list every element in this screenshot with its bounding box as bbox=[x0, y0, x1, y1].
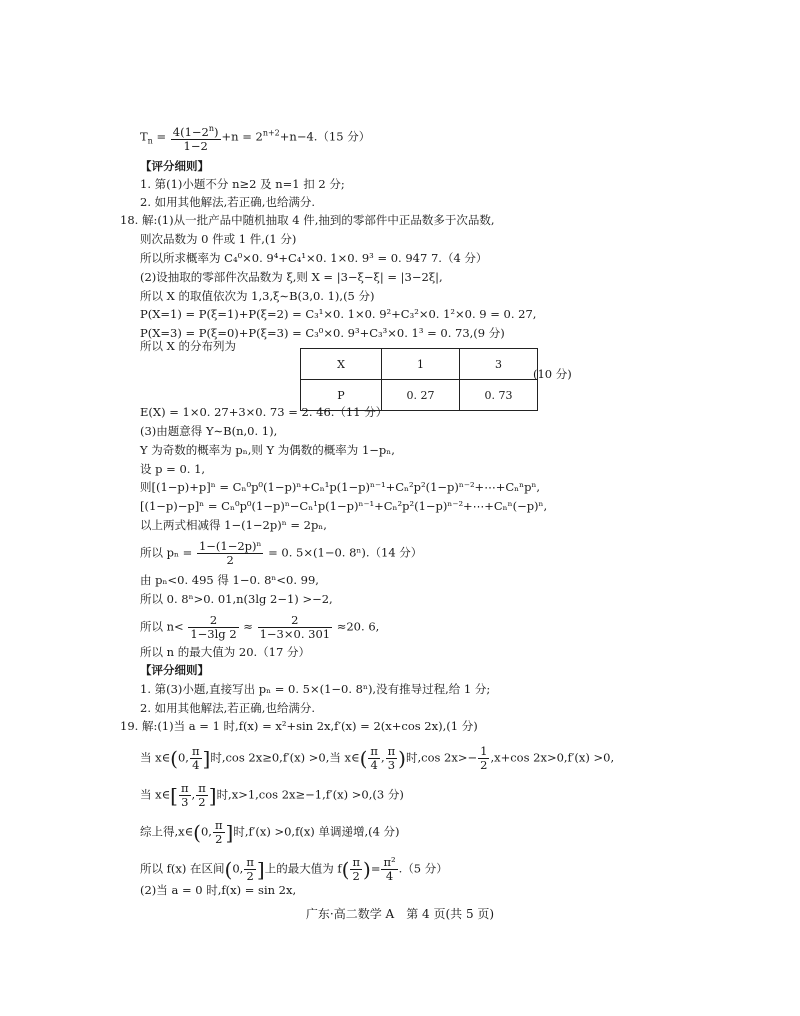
pn-result: = 0. 5×(1−0. 8ⁿ).（14 分） bbox=[268, 545, 423, 560]
text-segment: 时,cos 2x≥0,f′(x) >0,当 x∈ bbox=[210, 750, 360, 765]
tn-symbol: T bbox=[140, 129, 148, 144]
rubric-1-item-1: 1. 第(1)小题不分 n≥2 及 n=1 扣 2 分; bbox=[140, 177, 345, 191]
rubric-2-item-2: 2. 如用其他解法,若正确,也给满分. bbox=[140, 701, 316, 715]
fraction-denominator: 2 bbox=[198, 795, 206, 809]
interval-bracket: ] bbox=[225, 820, 234, 845]
tn-result-exponent: n+2 bbox=[262, 128, 280, 138]
distribution-table bbox=[300, 348, 538, 411]
rubric-heading-1: 【评分细则】 bbox=[140, 159, 209, 173]
table-cell: P bbox=[301, 380, 382, 411]
tn-fraction bbox=[171, 122, 221, 153]
fraction-numerator: 2 bbox=[188, 614, 238, 628]
n-bound-label: 所以 n< bbox=[140, 619, 184, 634]
q19-line-3 bbox=[140, 782, 404, 809]
fraction-numerator: π bbox=[370, 744, 378, 758]
pi-over-3 bbox=[386, 745, 398, 772]
pi-over-2 bbox=[350, 856, 362, 883]
interval-comma: , bbox=[239, 861, 244, 876]
q18-line-10: (3)由题意得 Y∼B(n,0. 1), bbox=[140, 424, 278, 438]
fraction-numerator: π bbox=[191, 744, 200, 758]
pi-over-3 bbox=[179, 782, 191, 809]
tn-subscript: n bbox=[147, 136, 153, 146]
q18-line-13: 则[(1−p)+p]ⁿ = Cₙ⁰p⁰(1−p)ⁿ+Cₙ¹p(1−p)ⁿ⁻¹+Cₙ²p²(1−p)ⁿ⁻²+⋯+Cₙⁿpⁿ, bbox=[140, 480, 541, 494]
interval-start: 0 bbox=[200, 824, 209, 839]
interval-bracket: ( bbox=[224, 857, 233, 882]
text-segment: 时,cos 2x>− bbox=[405, 750, 478, 765]
fraction-numerator: π bbox=[352, 855, 360, 869]
pn-denominator: 2 bbox=[226, 553, 234, 567]
q18-line-3: 所以所求概率为 C₄⁰×0. 9⁴+C₄¹×0. 1×0. 9³ = 0. 947 7.（4 分） bbox=[140, 251, 488, 265]
pi-over-2 bbox=[244, 856, 256, 883]
text-segment: 时,f′(x) >0,f(x) 单调递增,(4 分) bbox=[233, 824, 400, 839]
q18-line-15: 以上两式相减得 1−(1−2p)ⁿ = 2pₙ, bbox=[140, 518, 327, 532]
pi-squared-over-4 bbox=[381, 856, 397, 883]
q18-line-17: 由 pₙ<0. 495 得 1−0. 8ⁿ<0. 99, bbox=[140, 573, 319, 587]
approx-sign: ≈ bbox=[243, 619, 253, 634]
q19-line-4 bbox=[140, 819, 400, 846]
interval-comma: , bbox=[380, 750, 385, 765]
text-segment: 所以 f(x) 在区间 bbox=[140, 861, 225, 876]
fraction-numerator: π² bbox=[383, 855, 396, 869]
fraction-denominator: 2 bbox=[246, 869, 254, 883]
interval-bracket: ( bbox=[170, 746, 178, 771]
rubric-1-item-2: 2. 如用其他解法,若正确,也给满分. bbox=[140, 195, 316, 209]
tn-numerator-close: ) bbox=[214, 124, 219, 139]
q19-line-1: 19. 解:(1)当 a = 1 时,f(x) = x²+sin 2x,f′(x) = 2(x+cos 2x),(1 分) bbox=[120, 719, 478, 733]
q18-line-20: 所以 n 的最大值为 20.（17 分） bbox=[140, 645, 310, 659]
tn-formula-line bbox=[140, 122, 370, 153]
fraction-numerator: π bbox=[180, 781, 189, 795]
table-cell: 3 bbox=[460, 349, 538, 380]
pn-label: 所以 pₙ = bbox=[140, 545, 193, 560]
interval-comma: , bbox=[191, 787, 196, 802]
fraction-numerator: 1 bbox=[480, 744, 488, 758]
fraction-numerator: π bbox=[246, 855, 254, 869]
n-bound-result: ≈20. 6, bbox=[336, 619, 380, 634]
rubric-heading-2: 【评分细则】 bbox=[140, 663, 209, 677]
interval-comma: , bbox=[185, 750, 189, 765]
q19-line-5 bbox=[140, 856, 448, 883]
pn-fraction bbox=[197, 540, 264, 567]
q18-line-4: (2)设抽取的零部件次品数为 ξ,则 X = |3−ξ−ξ| = |3−2ξ|, bbox=[140, 270, 443, 284]
equals: = bbox=[370, 861, 381, 876]
fraction-numerator: 2 bbox=[258, 614, 332, 628]
text-segment: 时,x>1,cos 2x≥−1,f′(x) >0,(3 分) bbox=[216, 787, 404, 802]
q18-line-1: 18. 解:(1)从一批产品中随机抽取 4 件,抽到的零部件中正品数多于次品数, bbox=[120, 213, 495, 227]
table-row bbox=[301, 349, 538, 380]
table-score-note: (10 分) bbox=[533, 367, 572, 381]
q18-line-2: 则次品数为 0 件或 1 件,(1 分) bbox=[140, 232, 297, 246]
text-segment: ,x+cos 2x>0,f′(x) >0, bbox=[490, 750, 615, 765]
tn-result-end: +n−4.（15 分） bbox=[279, 129, 371, 144]
q18-line-16 bbox=[140, 540, 422, 567]
text-segment: 综上得,x∈ bbox=[140, 824, 194, 839]
pi-over-2 bbox=[213, 819, 225, 846]
table-cell: 1 bbox=[382, 349, 460, 380]
table-cell: 0. 27 bbox=[382, 380, 460, 411]
text-segment: 上的最大值为 f bbox=[264, 861, 342, 876]
q18-line-14: [(1−p)−p]ⁿ = Cₙ⁰p⁰(1−p)ⁿ−Cₙ¹p(1−p)ⁿ⁻¹+Cₙ²p²(1−p)ⁿ⁻²+⋯+Cₙⁿ(−p)ⁿ, bbox=[140, 499, 548, 513]
pi-over-2 bbox=[196, 782, 208, 809]
interval-bracket: ) bbox=[398, 746, 406, 771]
text-segment: .（5 分） bbox=[398, 861, 448, 876]
fraction-denominator: 4 bbox=[385, 869, 394, 883]
tn-fraction-denominator: 1−2 bbox=[183, 138, 208, 153]
rubric-2-item-1: 1. 第(3)小题,直接写出 pₙ = 0. 5×(1−0. 8ⁿ),没有推导过程,给 1 分; bbox=[140, 682, 491, 696]
q18-line-7: P(X=3) = P(ξ=0)+P(ξ=3) = C₃⁰×0. 9³+C₃³×0. 1³ = 0. 73,(9 分) bbox=[140, 326, 505, 340]
tn-fraction-numerator: 4(1−2 bbox=[172, 124, 209, 139]
q18-line-9: E(X) = 1×0. 27+3×0. 73 = 2. 46.（11 分） bbox=[140, 405, 388, 419]
fraction-denominator: 1−3×0. 301 bbox=[259, 627, 331, 641]
interval-bracket: ] bbox=[256, 857, 265, 882]
fraction-denominator: 4 bbox=[192, 758, 200, 772]
one-half bbox=[478, 745, 489, 772]
page-footer: 广东·高二数学 A 第 4 页(共 5 页) bbox=[305, 907, 495, 921]
interval-bracket: ( bbox=[193, 820, 201, 845]
tn-numerator-exponent: n bbox=[208, 124, 215, 133]
fraction-numerator: π bbox=[198, 781, 206, 795]
q18-line-6: P(X=1) = P(ξ=1)+P(ξ=2) = C₃¹×0. 1×0. 9²+C₃²×0. 1²×0. 9 = 0. 27, bbox=[140, 307, 537, 321]
q18-line-8: 所以 X 的分布列为 bbox=[140, 339, 236, 353]
q19-line-6: (2)当 a = 0 时,f(x) = sin 2x, bbox=[140, 883, 297, 897]
q18-line-19 bbox=[140, 614, 379, 641]
n-bound-fraction-2 bbox=[258, 614, 332, 641]
fraction-denominator: 3 bbox=[387, 758, 396, 772]
interval-bracket: [ bbox=[170, 783, 178, 808]
interval-start: 0 bbox=[232, 861, 240, 876]
fraction-denominator: 2 bbox=[480, 758, 488, 772]
q18-line-18: 所以 0. 8ⁿ>0. 01,n(3lg 2−1) >−2, bbox=[140, 592, 333, 606]
interval-comma: , bbox=[208, 824, 212, 839]
interval-bracket: ] bbox=[208, 783, 217, 808]
interval-bracket: ] bbox=[202, 746, 211, 771]
q18-line-11: Y 为奇数的概率为 pₙ,则 Y 为偶数的概率为 1−pₙ, bbox=[140, 443, 395, 457]
fraction-numerator: π bbox=[387, 744, 396, 758]
text-segment: 当 x∈ bbox=[140, 787, 171, 802]
fraction-denominator: 3 bbox=[181, 795, 189, 809]
fraction-denominator: 2 bbox=[215, 832, 223, 846]
pi-over-4 bbox=[190, 745, 202, 772]
pn-numerator: 1−(1−2p)ⁿ bbox=[198, 539, 262, 553]
q18-line-5: 所以 X 的取值依次为 1,3,ξ∼B(3,0. 1),(5 分) bbox=[140, 289, 375, 303]
tn-result: +n = 2 bbox=[221, 129, 263, 144]
fraction-denominator: 2 bbox=[352, 869, 360, 883]
pi-over-4 bbox=[368, 745, 380, 772]
tn-equals: = bbox=[152, 129, 167, 144]
paren: ( bbox=[341, 857, 350, 882]
table-cell: X bbox=[301, 349, 382, 380]
table-cell: 0. 73 bbox=[460, 380, 538, 411]
fraction-numerator: π bbox=[214, 818, 223, 832]
paren: ) bbox=[363, 857, 371, 882]
n-bound-fraction-1 bbox=[188, 614, 238, 641]
q19-line-2 bbox=[140, 745, 614, 772]
interval-bracket: ( bbox=[359, 746, 368, 771]
interval-start: 0 bbox=[177, 750, 186, 765]
fraction-denominator: 1−3lg 2 bbox=[190, 627, 237, 641]
q18-line-12: 设 p = 0. 1, bbox=[140, 462, 206, 476]
text-segment: 当 x∈ bbox=[140, 750, 171, 765]
fraction-denominator: 4 bbox=[370, 758, 378, 772]
